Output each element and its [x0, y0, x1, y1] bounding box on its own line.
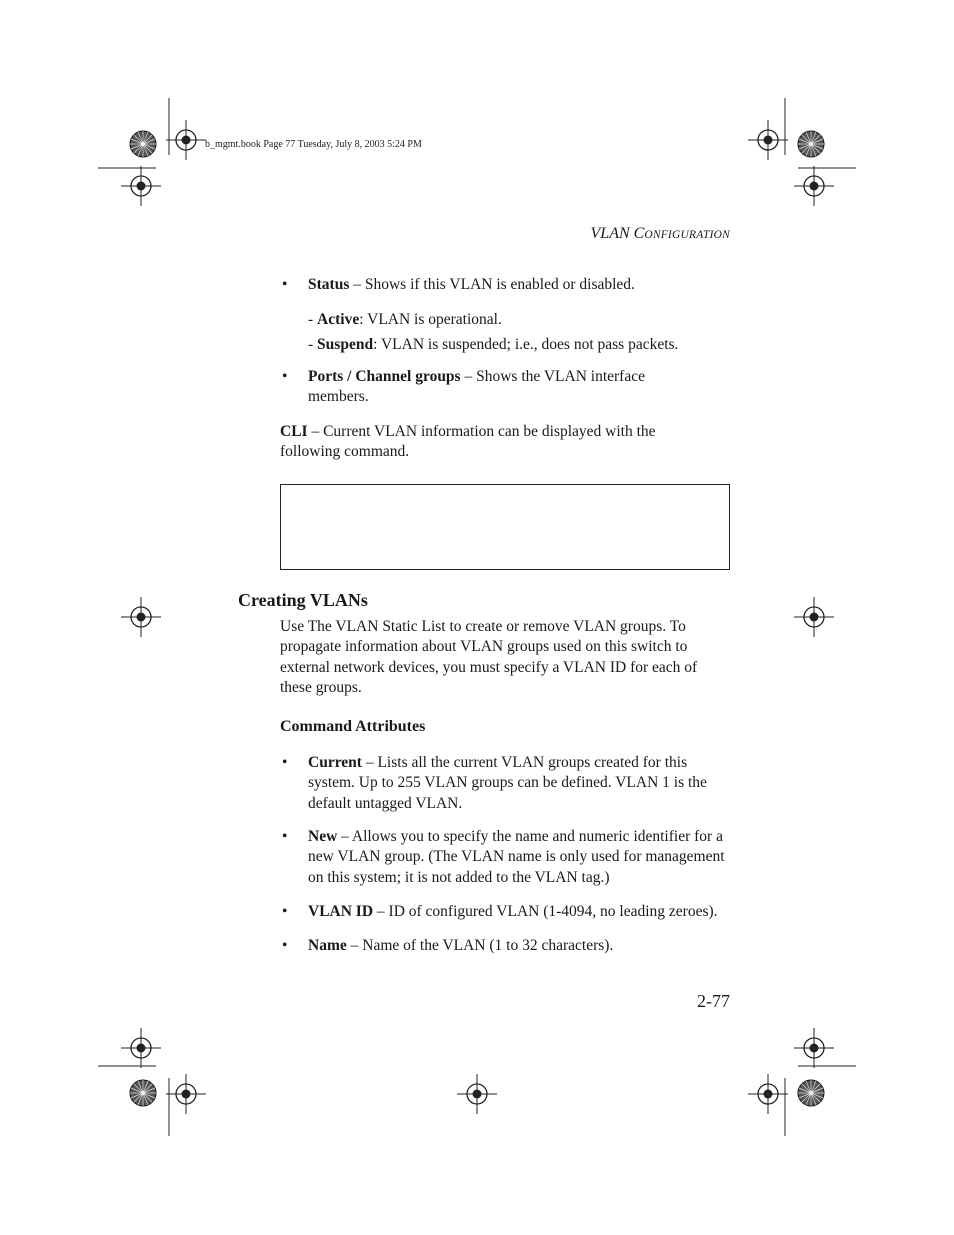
option-desc: : VLAN is suspended; i.e., does not pass packets.: [373, 336, 679, 353]
attribute-desc: – ID of configured VLAN (1-4094, no leading zeroes).: [373, 903, 718, 920]
registration-target-icon: [457, 1074, 497, 1114]
command-box: [280, 484, 730, 570]
attribute-term: VLAN ID: [308, 903, 374, 920]
bullet-glyph: •: [282, 754, 288, 771]
registration-target-icon: [748, 120, 788, 160]
registration-star-icon: [130, 1080, 156, 1106]
term-cli: CLI: [280, 423, 308, 440]
running-head-small-caps: ONFIGURATION: [644, 229, 730, 241]
registration-target-icon: [121, 597, 161, 637]
print-slug: b_mgmt.book Page 77 Tuesday, July 8, 2003 5:24 PM: [205, 139, 422, 150]
attribute-desc: – Lists all the current VLAN groups created for this system. Up to 255 VLAN groups can be defined. VLAN 1 is the default untagged VLAN.: [308, 754, 707, 812]
attribute-desc: – Allows you to specify the name and numeric identifier for a new VLAN group. (The VLAN name is only used for management on this system; it is not added to the VLAN tag.): [308, 828, 725, 886]
registration-target-icon: [166, 120, 206, 160]
cli-note: [280, 422, 690, 463]
attributes-title: Command Attributes: [280, 718, 426, 735]
section-intro: Use The VLAN Static List to create or remove VLAN groups. To propagate information about VLAN groups used on this switch to external network devices, you must specify a VLAN ID for each of these groups.: [280, 618, 698, 696]
registration-target-icon: [794, 597, 834, 637]
bullet-glyph: •: [282, 937, 288, 954]
option-term: Suspend: [317, 336, 374, 353]
bullet-glyph: •: [282, 903, 288, 920]
attribute-vlan-id: [280, 902, 740, 922]
registration-target-icon: [748, 1074, 788, 1114]
desc-cli: – Current VLAN information can be displayed with the following command.: [280, 423, 656, 461]
term-ports: Ports / Channel groups: [308, 368, 461, 385]
bullet-glyph: •: [282, 276, 288, 293]
status-option-suspend: [308, 335, 738, 355]
attribute-desc: – Name of the VLAN (1 to 32 characters).: [346, 937, 614, 954]
term-status: Status: [308, 276, 350, 293]
option-term: Active: [317, 311, 360, 328]
section-title: Creating VLANs: [238, 590, 368, 610]
bullet-ports: [280, 367, 680, 408]
attribute-term: New: [308, 828, 338, 845]
registration-target-icon: [121, 166, 161, 206]
registration-target-icon: [121, 1028, 161, 1068]
running-head-text: VLAN C: [590, 225, 645, 242]
registration-star-icon: [130, 131, 156, 157]
registration-star-icon: [798, 131, 824, 157]
attribute-new: [280, 827, 730, 888]
desc-ports: – Shows the VLAN interface members.: [308, 368, 645, 406]
attribute-current: [280, 753, 730, 814]
desc-status: – Shows if this VLAN is enabled or disabled.: [349, 276, 635, 293]
attribute-term: Name: [308, 937, 347, 954]
registration-target-icon: [794, 1028, 834, 1068]
option-desc: : VLAN is operational.: [359, 311, 502, 328]
registration-target-icon: [794, 166, 834, 206]
bullet-glyph: •: [282, 368, 288, 385]
registration-star-icon: [798, 1080, 824, 1106]
running-head: [560, 225, 730, 243]
status-option-active: [308, 310, 738, 330]
option-prefix: -: [308, 336, 318, 353]
option-prefix: -: [308, 311, 318, 328]
page-number: 2-77: [697, 991, 730, 1011]
attribute-name: [280, 936, 730, 956]
bullet-glyph: •: [282, 828, 288, 845]
attribute-term: Current: [308, 754, 362, 771]
bullet-status: [280, 275, 730, 295]
registration-target-icon: [166, 1074, 206, 1114]
